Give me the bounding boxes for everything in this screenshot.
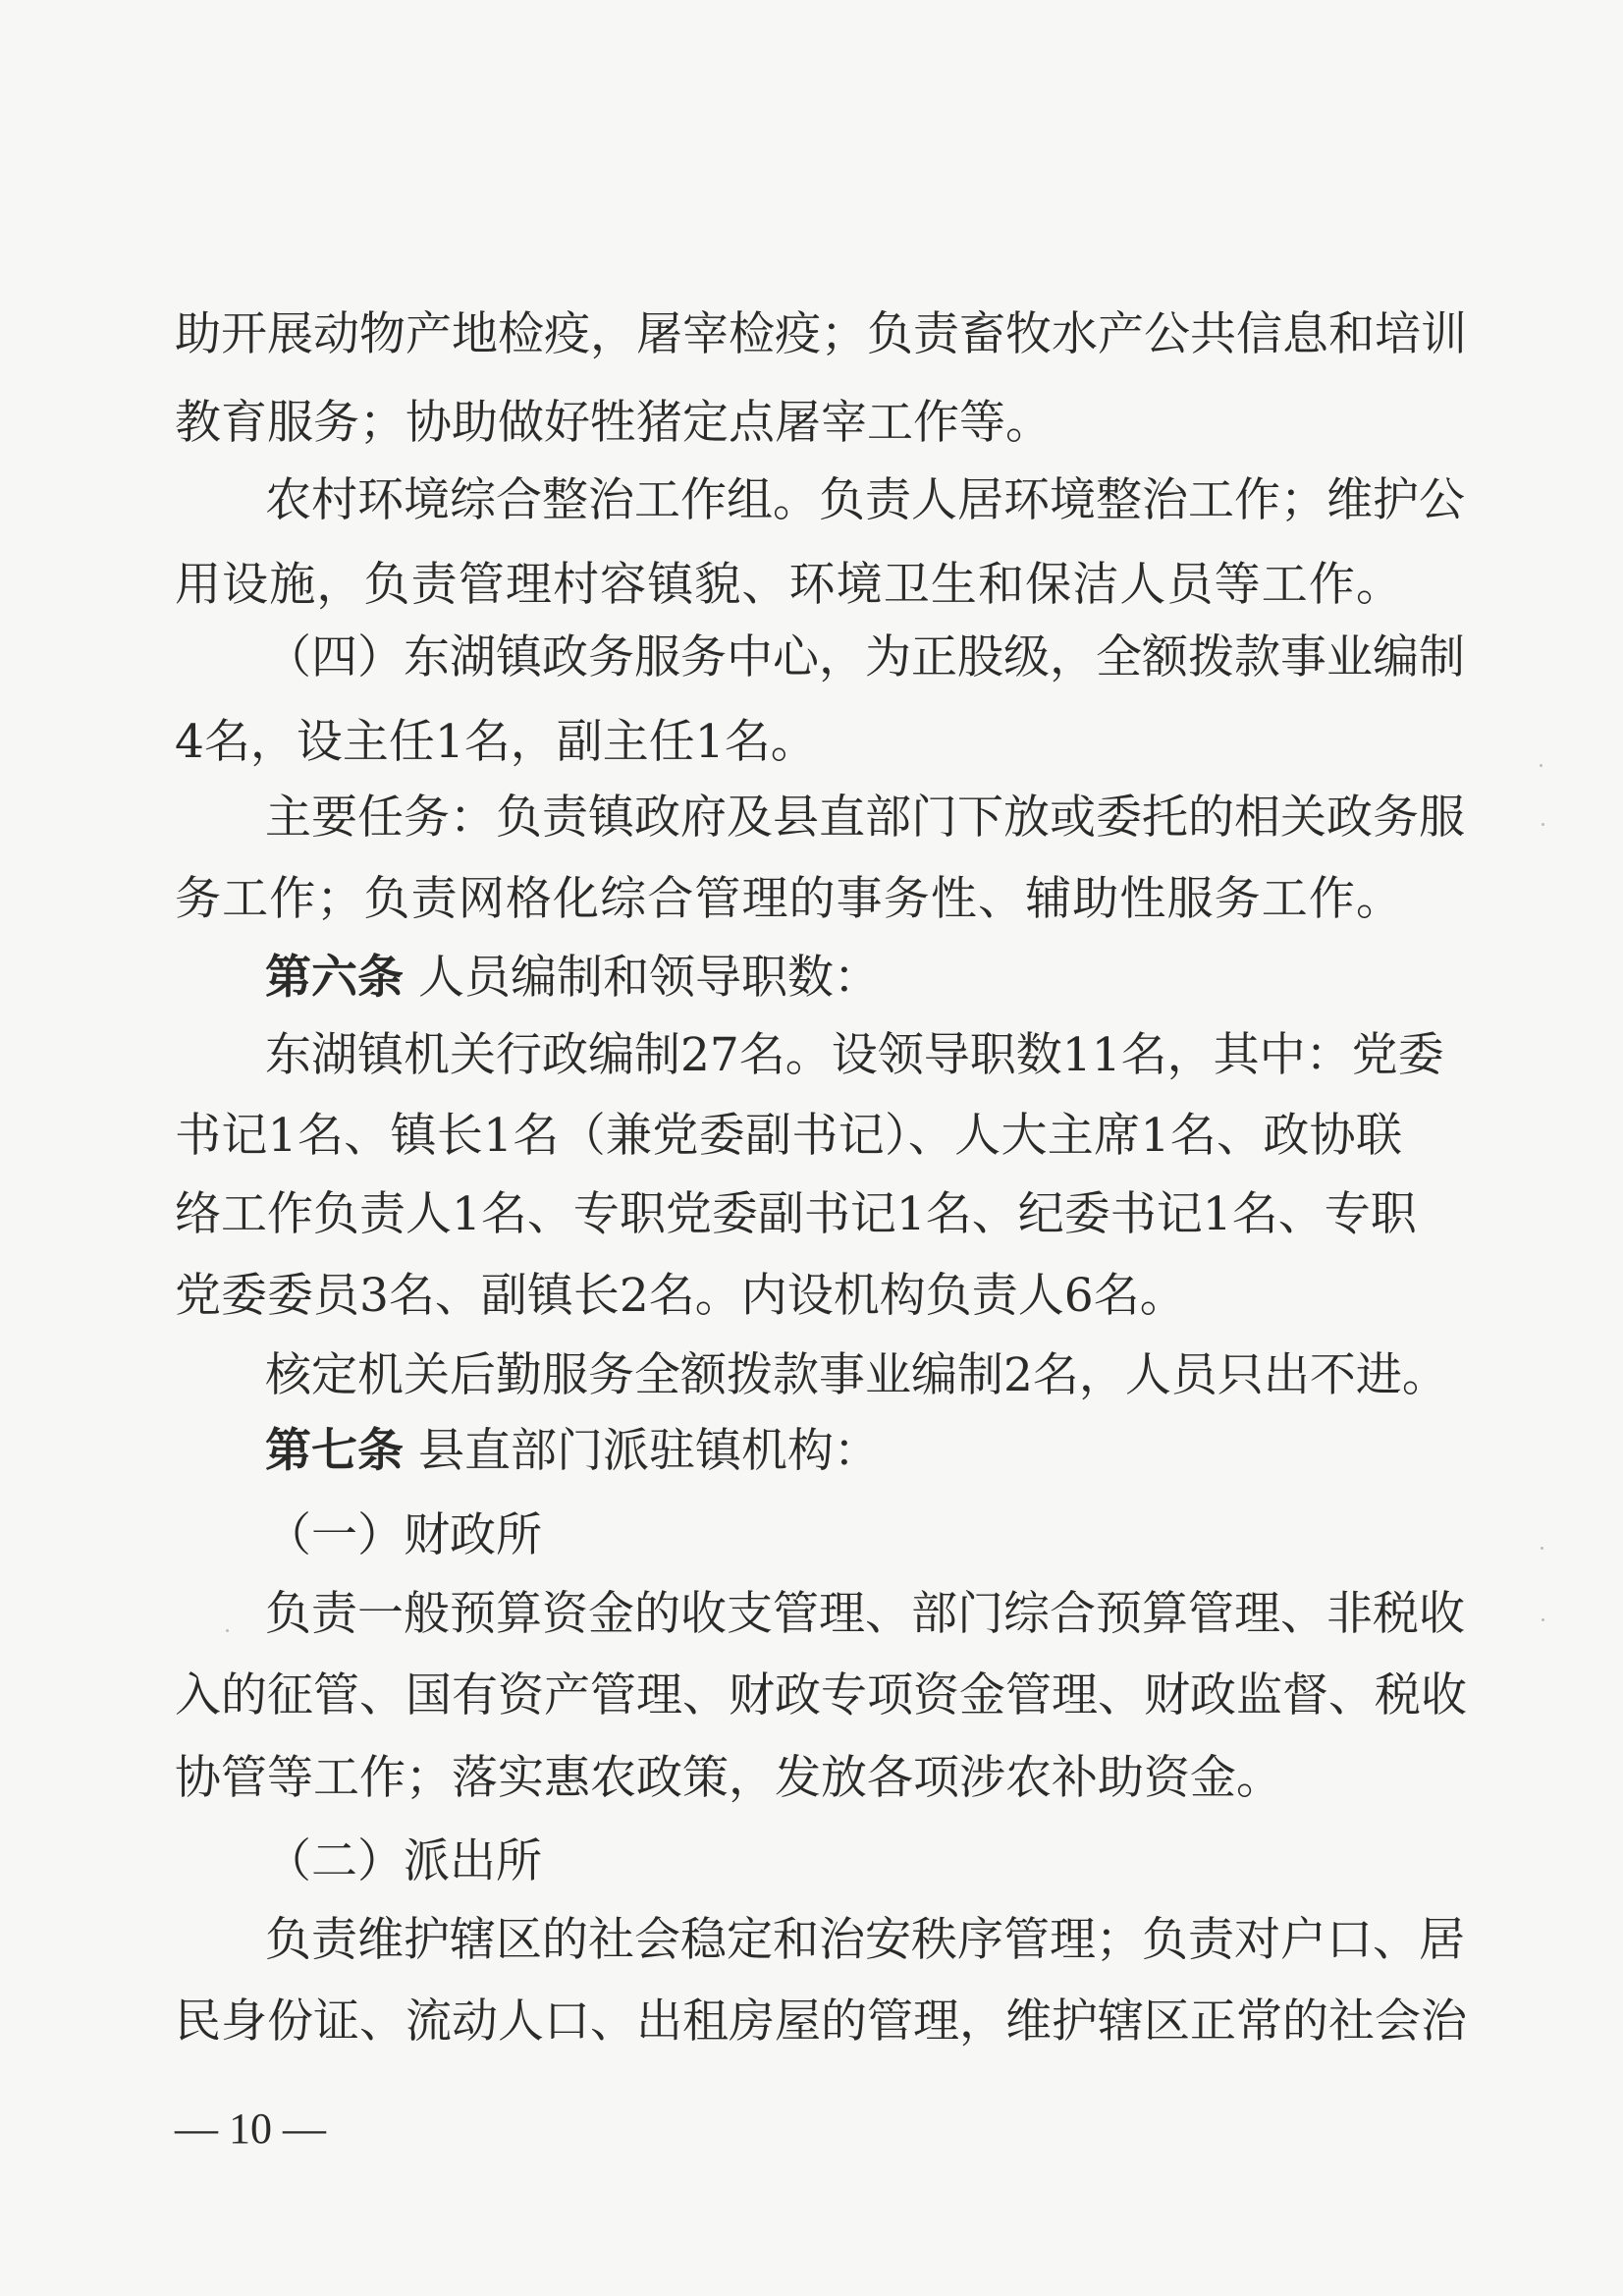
paragraph-line: 书记1名、镇长1名（兼党委副书记）、人大主席1名、政协联 xyxy=(175,1109,1402,1163)
scan-speck xyxy=(1540,764,1542,767)
paragraph-line: 务工作；负责网格化综合管理的事务性、辅助性服务工作。 xyxy=(175,872,1402,926)
scan-speck xyxy=(1542,823,1544,826)
paragraph-line: 4名，设主任1名，副主任1名。 xyxy=(175,715,817,769)
article-7-text: 县直部门派驻镇机构： xyxy=(417,1424,880,1478)
scan-speck xyxy=(1541,1547,1543,1550)
paragraph-line: 协管等工作；落实惠农政策，发放各项涉农补助资金。 xyxy=(175,1751,1282,1805)
section-heading: （二）派出所 xyxy=(265,1834,542,1888)
paragraph-line: 络工作负责人1名、专职党委副书记1名、纪委书记1名、专职 xyxy=(175,1187,1417,1241)
article-6-text: 人员编制和领导职数： xyxy=(417,951,880,1005)
paragraph-line: 民身份证、流动人口、出租房屋的管理，维护辖区正常的社会治 xyxy=(175,1995,1467,2049)
paragraph-line: 教育服务；协助做好牲猪定点屠宰工作等。 xyxy=(175,396,1052,450)
article-7-line xyxy=(265,1422,1402,1481)
scan-speck xyxy=(226,1629,229,1632)
paragraph-line: 用设施，负责管理村容镇貌、环境卫生和保洁人员等工作。 xyxy=(175,558,1402,612)
page-number: — 10 — xyxy=(175,2105,326,2153)
section-heading: （一）财政所 xyxy=(265,1508,542,1562)
paragraph-line: （四）东湖镇政务服务中心，为正股级，全额拨款事业编制 xyxy=(265,630,1465,684)
article-6-line xyxy=(265,949,1402,1008)
paragraph-line: 核定机关后勤服务全额拨款事业编制2名，人员只出不进。 xyxy=(265,1348,1448,1402)
paragraph-line: 农村环境综合整治工作组。负责人居环境整治工作；维护公 xyxy=(265,473,1465,527)
scan-speck xyxy=(1542,1618,1544,1621)
article-6-heading: 第六条 xyxy=(265,951,404,1005)
paragraph-line: 负责一般预算资金的收支管理、部门综合预算管理、非税收 xyxy=(265,1587,1465,1641)
paragraph-line: 东湖镇机关行政编制27名。设领导职数11名，其中：党委 xyxy=(265,1028,1444,1082)
paragraph-line: 主要任务：负责镇政府及县直部门下放或委托的相关政务服 xyxy=(265,791,1465,845)
article-7-heading: 第七条 xyxy=(265,1424,404,1478)
paragraph-line: 入的征管、国有资产管理、财政专项资金管理、财政监督、税收 xyxy=(175,1668,1467,1722)
paragraph-line: 助开展动物产地检疫，屠宰检疫；负责畜牧水产公共信息和培训 xyxy=(175,307,1467,361)
paragraph-line: 负责维护辖区的社会稳定和治安秩序管理；负责对户口、居 xyxy=(265,1913,1465,1967)
paragraph-line: 党委委员3名、副镇长2名。内设机构负责人6名。 xyxy=(175,1269,1186,1323)
